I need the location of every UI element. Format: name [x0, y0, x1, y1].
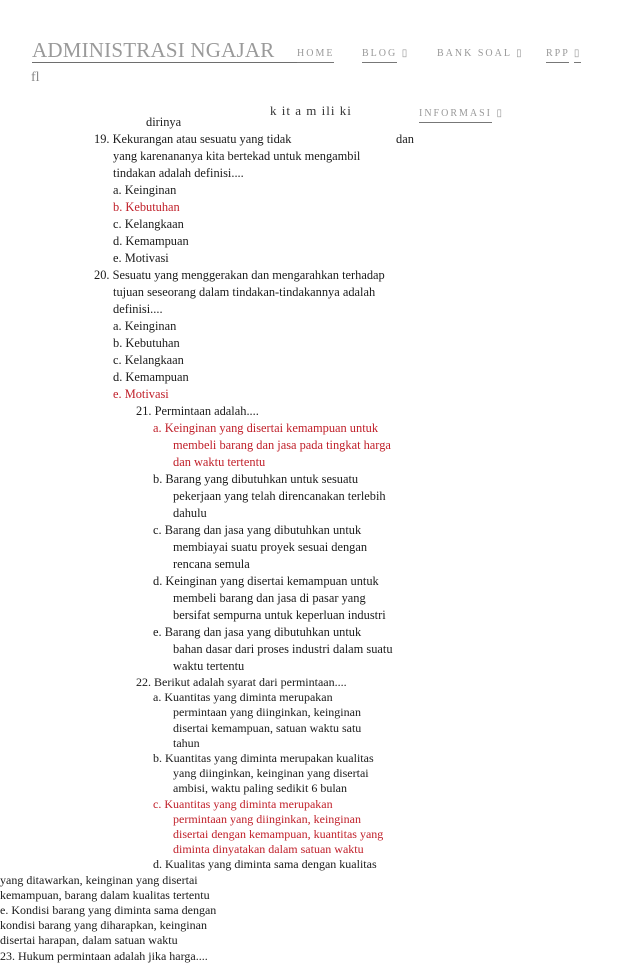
option-answer: e. Motivasi: [113, 387, 169, 401]
option-cont: membeli barang dan jasa di pasar yang: [173, 591, 366, 605]
option-answer-cont: diminta dinyatakan dalam satuan waktu: [173, 842, 364, 857]
option-answer: b. Kebutuhan: [113, 200, 180, 214]
option: e. Kondisi barang yang diminta sama dengan: [0, 903, 217, 917]
question-23-stem: 23. Hukum permintaan adalah jika harga....: [0, 948, 208, 963]
text-line: tujuan seseorang dalam tindakan-tindakannya adalah: [113, 285, 376, 299]
question-22-stem: 22. Berikut adalah syarat dari permintaan....: [136, 675, 347, 689]
option-cont: bersifat sempurna untuk keperluan industri: [173, 608, 386, 622]
option-cont: tahun: [173, 735, 200, 750]
site-title[interactable]: ADMINISTRASI NGAJAR: [32, 38, 304, 63]
dropdown-icon: ▯: [574, 48, 582, 63]
option-cont: rencana semula: [173, 557, 250, 571]
option-answer-cont: dan waktu tertentu: [173, 455, 266, 469]
option: d. Kualitas yang diminta sama dengan kualitas: [153, 857, 377, 872]
option-cont: membiayai suatu proyek sesuai dengan: [173, 540, 368, 554]
option: e. Barang dan jasa yang dibutuhkan untuk: [153, 625, 362, 639]
option: b. Kebutuhan: [113, 336, 180, 350]
nav-home-label: HOME: [297, 48, 334, 63]
option: b. Barang yang dibutuhkan untuk sesuatu: [153, 472, 359, 486]
option-answer-cont: disertai dengan kemampuan, kuantitas yang: [173, 827, 384, 841]
option-cont: yang ditawarkan, keinginan yang disertai: [0, 872, 198, 887]
option-cont: disertai harapan, dalam satuan waktu: [0, 933, 178, 948]
text-line: dan: [396, 132, 414, 146]
option: c. Barang dan jasa yang dibutuhkan untuk: [153, 523, 362, 537]
question-21-stem: 21. Permintaan adalah....: [136, 404, 259, 418]
text-line: yang karenananya kita bertekad untuk mengambil: [113, 149, 361, 163]
option-answer: a. Keinginan yang disertai kemampuan untuk: [153, 421, 379, 435]
dropdown-icon: ▯: [401, 48, 410, 59]
option: c. Kelangkaan: [113, 353, 184, 367]
overlay-menu-text[interactable]: k it a m ili ki: [270, 103, 352, 118]
option: d. Kemampuan: [113, 234, 189, 248]
option: d. Keinginan yang disertai kemampuan untuk: [153, 574, 379, 588]
option-cont: ambisi, waktu paling sedikit 6 bulan: [173, 781, 347, 796]
option-cont: yang diinginkan, keinginan yang disertai: [173, 766, 369, 781]
option: b. Kuantitas yang diminta merupakan kualitas: [153, 751, 374, 765]
option: e. Motivasi: [113, 251, 169, 265]
nav-blog-label: BLOG: [362, 48, 397, 63]
nav-bank-soal-label: BANK SOAL: [437, 48, 512, 59]
option-cont: pekerjaan yang telah direncanakan terlebih: [173, 489, 386, 503]
option: a. Kuantitas yang diminta merupakan: [153, 690, 333, 705]
option: d. Kemampuan: [113, 370, 189, 384]
question-19-stem: 19. Kekurangan atau sesuatu yang tidak: [94, 132, 292, 146]
nav-bank-soal[interactable]: [437, 48, 524, 59]
dropdown-icon: ▯: [516, 48, 524, 59]
option: a. Keinginan: [113, 183, 177, 197]
option-cont: kemampuan, barang dalam kualitas tertentu: [0, 887, 210, 902]
nav-rpp-label: RPP: [546, 48, 569, 63]
text-line: tindakan adalah definisi....: [113, 166, 244, 180]
text-line: definisi....: [113, 302, 163, 316]
stray-glyph: fl: [31, 70, 40, 85]
option-answer: c. Kuantitas yang diminta merupakan: [153, 796, 333, 811]
nav-informasi[interactable]: [419, 108, 504, 119]
nav-home[interactable]: [297, 48, 334, 59]
option-answer-cont: membeli barang dan jasa pada tingkat harga: [173, 438, 391, 452]
option-cont: waktu tertentu: [173, 659, 245, 673]
option: a. Keinginan: [113, 319, 177, 333]
option-cont: permintaan yang diinginkan, keinginan: [173, 705, 361, 720]
option-cont: bahan dasar dari proses industri dalam suatu: [173, 642, 393, 656]
nav-blog[interactable]: [362, 48, 409, 59]
option-answer-cont: permintaan yang diinginkan, keinginan: [173, 811, 361, 826]
option-cont: kondisi barang yang diharapkan, keinginan: [0, 918, 207, 933]
option: c. Kelangkaan: [113, 217, 184, 231]
option-cont: disertai kemampuan, satuan waktu satu: [173, 720, 362, 735]
dropdown-icon: ▯: [496, 108, 505, 119]
question-20-stem: 20. Sesuatu yang menggerakan dan mengarahkan terhadap: [94, 268, 385, 282]
option-cont: dahulu: [173, 506, 207, 520]
nav-rpp[interactable]: [546, 48, 581, 59]
text-line: dirinya: [146, 115, 182, 129]
nav-informasi-label: INFORMASI: [419, 108, 492, 123]
